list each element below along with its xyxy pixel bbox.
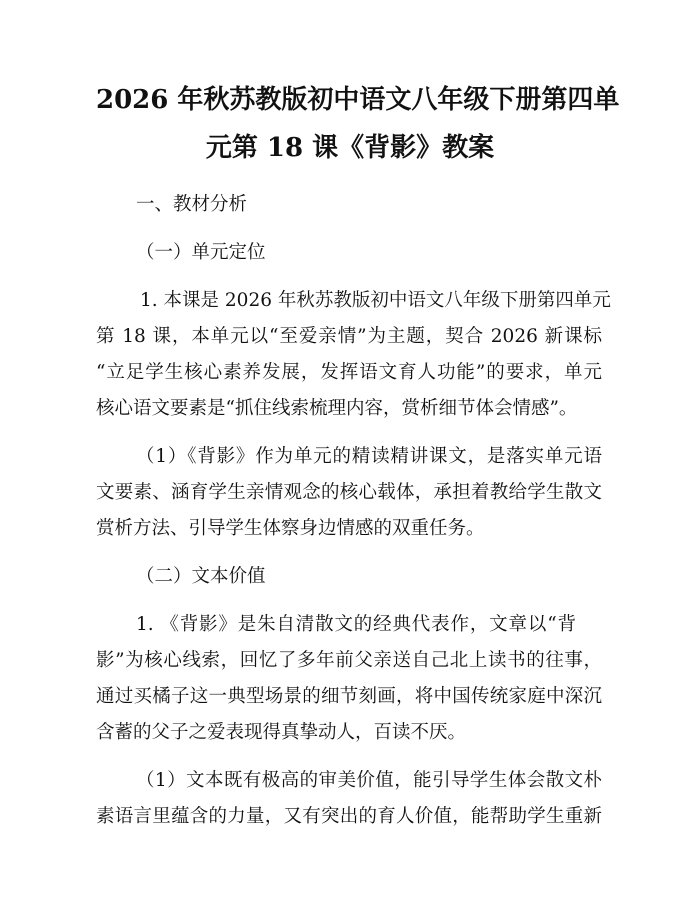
paragraph-1-line-3: “立足学生核心素养发展，发挥语文育人功能”的要求，单元: [96, 362, 602, 383]
paragraph-3-line-1: 1. 《背影》是朱自清散文的经典代表作，文章以“背: [136, 614, 576, 635]
paragraph-2-line-1: （1）《背影》作为单元的精读精讲课文，是落实单元语: [136, 446, 602, 467]
paragraph-4-line-2: 素语言里蕴含的力量，又有突出的育人价值，能帮助学生重新: [96, 806, 602, 827]
paragraph-1-line-1: 1. 本课是 2026 年秋苏教版初中语文八年级下册第四单元: [140, 290, 611, 311]
section-heading-teaching-analysis: 一、教材分析: [136, 194, 248, 215]
paragraph-1-line-4: 核心语文要素是“抓住线索梳理内容，赏析细节体会情感”。: [96, 398, 578, 419]
document-title-line-2: 元第 18 课《背影》教案: [205, 133, 495, 163]
paragraph-3-line-3: 通过买橘子这一典型场景的细节刻画，将中国传统家庭中深沉: [96, 686, 602, 707]
subsection-heading-unit-positioning: （一）单元定位: [136, 242, 266, 263]
paragraph-1-line-2: 第 18 课，本单元以“至爱亲情”为主题，契合 2026 新课标: [96, 326, 602, 347]
paragraph-2-line-3: 赏析方法、引导学生体察身边情感的双重任务。: [96, 518, 485, 539]
document-title-line-1: 2026 年秋苏教版初中语文八年级下册第四单: [96, 85, 620, 115]
paragraph-3-line-2: 影”为核心线索，回忆了多年前父亲送自己北上读书的往事，: [96, 650, 602, 671]
paragraph-2-line-2: 文要素、涵育学生亲情观念的核心载体，承担着教给学生散文: [96, 482, 602, 503]
paragraph-3-line-4: 含蓄的父子之爱表现得真挚动人，百读不厌。: [96, 722, 467, 743]
paragraph-4-line-1: （1）文本既有极高的审美价值，能引导学生体会散文朴: [136, 770, 602, 791]
subsection-heading-text-value: （二）文本价值: [136, 566, 266, 587]
